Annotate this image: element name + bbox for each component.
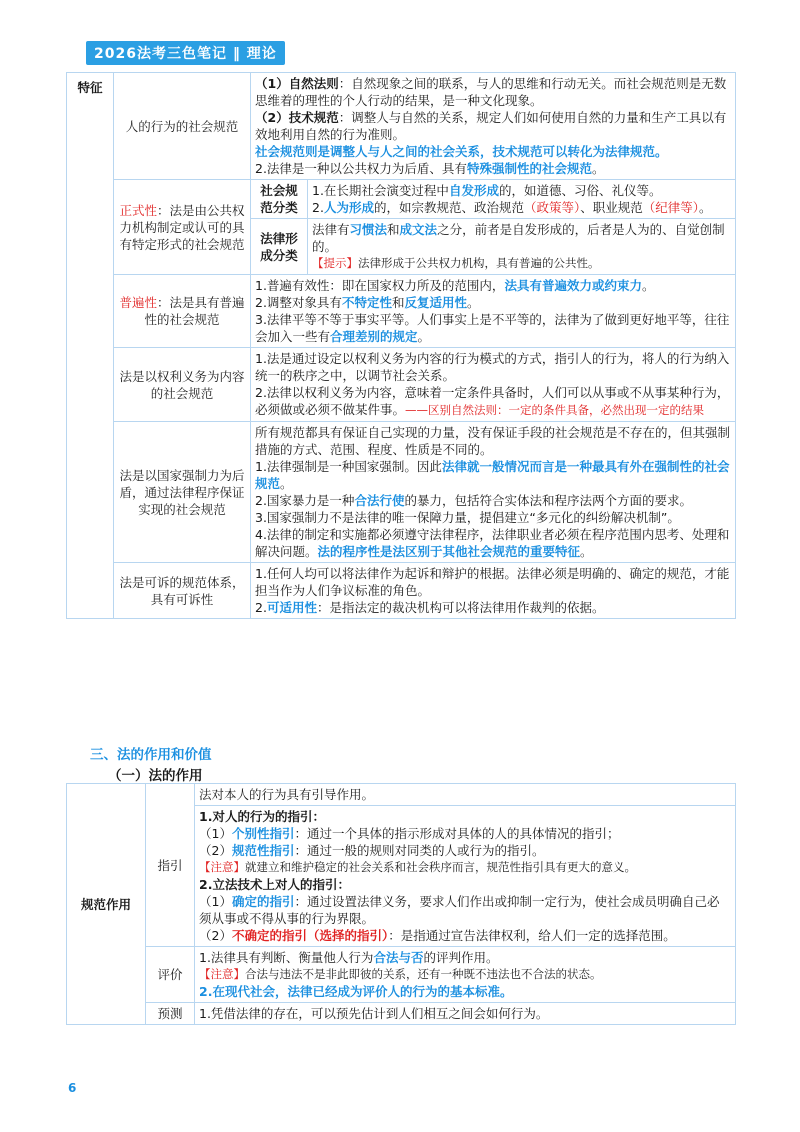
text: 的，如道德、习俗、礼仪等。: [498, 183, 662, 198]
text: ：是指通过宣告法律权利，给人们一定的选择范围。: [388, 928, 676, 943]
table-row: [67, 563, 736, 619]
highlight-text: 法律就一般情况而言是一种最具有外在强制性的社会规范: [255, 459, 730, 491]
highlight-text: 合理差别的规定: [330, 329, 418, 344]
note-text: 合法与违法不是非此即彼的关系，还有一种既不违法也不合法的状态。: [245, 967, 602, 981]
para-lead: （2）技术规范: [255, 110, 339, 125]
category-label: 规范作用: [67, 784, 146, 1025]
highlight-text: 不特定性: [341, 295, 392, 310]
highlight-text: 人为形成: [323, 200, 374, 215]
highlight-text: 2.在现代社会，法律已经成为评价人的行为的基本标准。: [199, 984, 513, 999]
text: 1.任何人均可以将法律作为起诉和辩护的根据。法律必须是明确的、确定的规范，才能担当作为人们争议标准的角色。: [255, 566, 730, 598]
text: 。: [591, 161, 605, 176]
row-label: 法是可诉的规范体系，具有可诉性: [114, 563, 251, 619]
row-content: [251, 422, 736, 563]
section-title: 三、法的作用和价值: [90, 747, 212, 763]
text: 、职业规范: [580, 200, 643, 215]
row-label: 法是以权利义务为内容的社会规范: [114, 348, 251, 422]
text: （1）: [199, 826, 232, 841]
red-text: 不确定的指引（选择的指引）: [231, 928, 389, 943]
text: 2.调整对象具有: [255, 295, 342, 310]
red-text: （纪律等）: [642, 200, 700, 215]
class-label: 社会规范分类: [251, 180, 308, 219]
text: ：通过设置法律义务，要求人们作出或抑制一定行为，使社会成员明确自己必须从事或不得从事的行为界限。: [199, 894, 720, 926]
table-row: [67, 180, 736, 219]
text: （1）: [199, 894, 232, 909]
note-tag: 【注意】: [199, 967, 245, 981]
text: 1.凭借法律的存在，可以预先估计到人们相互之间会如何行为。: [199, 1006, 549, 1021]
header-title: 2026法考三色笔记 ‖ 理论: [86, 41, 285, 65]
row-content: [195, 1003, 736, 1025]
highlight-text: 法的程序性是法区别于其他社会规范的重要特征: [317, 544, 581, 559]
table-row: [67, 422, 736, 563]
table-row: [67, 275, 736, 348]
text: 。: [580, 544, 593, 559]
row-content: [251, 348, 736, 422]
function-label: 评价: [146, 947, 195, 1003]
row-label: [114, 180, 251, 275]
text: 1.法律具有判断、衡量他人行为: [199, 950, 374, 965]
text: ：通过一个具体的指示形成对具体的人的具体情况的指引；: [294, 826, 620, 841]
subsection-title: （一）法的作用: [108, 768, 203, 784]
function-label: 预测: [146, 1003, 195, 1025]
text: 2.国家暴力是一种: [255, 493, 355, 508]
note-tag: 【提示】: [312, 256, 358, 270]
page-number: 6: [68, 1081, 77, 1095]
table-row: [67, 784, 736, 947]
text: 和: [391, 295, 405, 310]
para-text: ：自然现象之间的联系，与人的思维和行动无关。而社会规范则是无数思维着的理性的个人行动的结果，是一种文化现象。: [255, 76, 727, 108]
text: 1.法是通过设定以权利义务为内容的行为模式的方式，指引人的行为，将人的行为纳入统一的秩序之中，以调节社会关系。: [255, 351, 730, 383]
row-content: [195, 947, 736, 1003]
table-row: [67, 1003, 736, 1025]
highlight-text: 合法与否: [373, 950, 424, 965]
text: 2.法律是一种以公共权力为后盾、具有: [255, 161, 467, 176]
text: 的评判作用。: [423, 950, 499, 965]
text: 和: [387, 222, 400, 237]
row-label: [114, 275, 251, 348]
text: 。: [417, 329, 431, 344]
text: 。: [466, 295, 480, 310]
red-term: 正式性: [119, 202, 157, 218]
highlight-text: 合法行使: [354, 493, 405, 508]
highlight-text: 规范性指引: [231, 843, 295, 858]
row-content: [251, 563, 736, 619]
highlight-text: 成文法: [399, 222, 438, 237]
row-content: [251, 275, 736, 348]
text: ：是指法定的裁决机构可以将法律用作裁判的依据。: [316, 600, 605, 615]
text: 的，如宗教规范、政治规范: [373, 200, 524, 215]
red-term: 普遍性: [119, 295, 157, 310]
text: 。: [641, 278, 655, 293]
red-text: ——区别自然法则：一定的条件具备，必然出现一定的结果: [405, 403, 705, 417]
highlight-text: 可适用性: [266, 600, 317, 615]
row-content: [251, 73, 736, 180]
red-text: （政策等）: [523, 200, 581, 215]
subheading: 2.立法技术上对人的指引：: [199, 877, 350, 892]
para-text: ：调整人与自然的关系，规定人们如何使用自然的力量和生产工具以有效地利用自然的行为准则。: [255, 110, 727, 142]
text: 1.普遍有效性：即在国家权力所及的范围内，: [255, 278, 505, 293]
function-label: 指引: [146, 784, 195, 947]
row-content: [308, 219, 736, 275]
row-content: [308, 180, 736, 219]
text: ：法是由公共权力机构制定或认可的具有特定形式的社会规范: [119, 202, 245, 252]
highlight-text: 社会规范则是调整人与人之间的社会关系，技术规范可以转化为法律规范。: [255, 144, 668, 159]
text: 。: [699, 200, 712, 215]
functions-table: [66, 783, 736, 1025]
text: 2.法律以权利义务为内容，意味着一定条件具备时，人们可以从事或不从事某种行为，必须做或必须不做某件事。: [255, 385, 730, 417]
text: 法对本人的行为具有引导作用。: [195, 786, 735, 806]
para-lead: （1）自然法则: [255, 76, 339, 91]
feature-label: 特征: [67, 73, 114, 619]
text: ：法是具有普遍性的社会规范: [144, 295, 245, 327]
highlight-text: 个别性指引: [231, 826, 295, 841]
highlight-text: 习惯法: [349, 222, 388, 237]
note-text: 法律形成于公共权力机构，具有普遍的公共性。: [358, 256, 600, 270]
text: 1.法律强制是一种国家强制。因此: [255, 459, 442, 474]
table-row: [67, 947, 736, 1003]
subheading: 1.对人的行为的指引：: [199, 809, 325, 824]
row-label: 法是以国家强制力为后盾，通过法律程序保证实现的社会规范: [114, 422, 251, 563]
highlight-text: 确定的指引: [231, 894, 295, 909]
text: 4.法律的制定和实施都必须遵守法律程序，法律职业者必须在程序范围内思考、处理和解决问题。: [255, 527, 730, 559]
text: 2.: [312, 200, 324, 215]
note-text: 就建立和维护稳定的社会关系和社会秩序而言，规范性指引具有更大的意义。: [245, 860, 636, 874]
text: ：通过一般的规则对同类的人或行为的指引。: [294, 843, 545, 858]
row-label: 人的行为的社会规范: [114, 73, 251, 180]
table-row: [67, 348, 736, 422]
text: 2.: [255, 600, 267, 615]
text: 。: [280, 476, 293, 491]
text: 1.在长期社会演变过程中: [312, 183, 449, 198]
row-content: [195, 784, 736, 947]
text: 3.国家强制力不是法律的唯一保障力量，提倡建立“多元化的纠纷解决机制”。: [255, 510, 680, 525]
highlight-text: 特殊强制性的社会规范: [466, 161, 592, 176]
text: 3.法律平等不等于事实平等。人们事实上是不平等的，法律为了做到更好地平等，往往会加入一些有: [255, 312, 730, 344]
text: 法律有: [312, 222, 350, 237]
text: （2）: [199, 843, 232, 858]
text: 之分，前者是自发形成的，后者是人为的、自觉创制的。: [312, 222, 725, 254]
text: 所有规范都具有保证自己实现的力量，没有保证手段的社会规范是不存在的，但其强制措施的方式、范围、程度、性质是不同的。: [255, 425, 731, 457]
highlight-text: 自发形成: [448, 183, 499, 198]
table-row: [67, 73, 736, 180]
text: 的暴力，包括符合实体法和程序法两个方面的要求。: [404, 493, 692, 508]
class-label: 法律形成分类: [251, 219, 308, 275]
text: （2）: [199, 928, 232, 943]
highlight-text: 反复适用性: [404, 295, 467, 310]
note-tag: 【注意】: [199, 860, 245, 874]
features-table: [66, 72, 736, 619]
highlight-text: 法具有普遍效力或约束力: [504, 278, 642, 293]
